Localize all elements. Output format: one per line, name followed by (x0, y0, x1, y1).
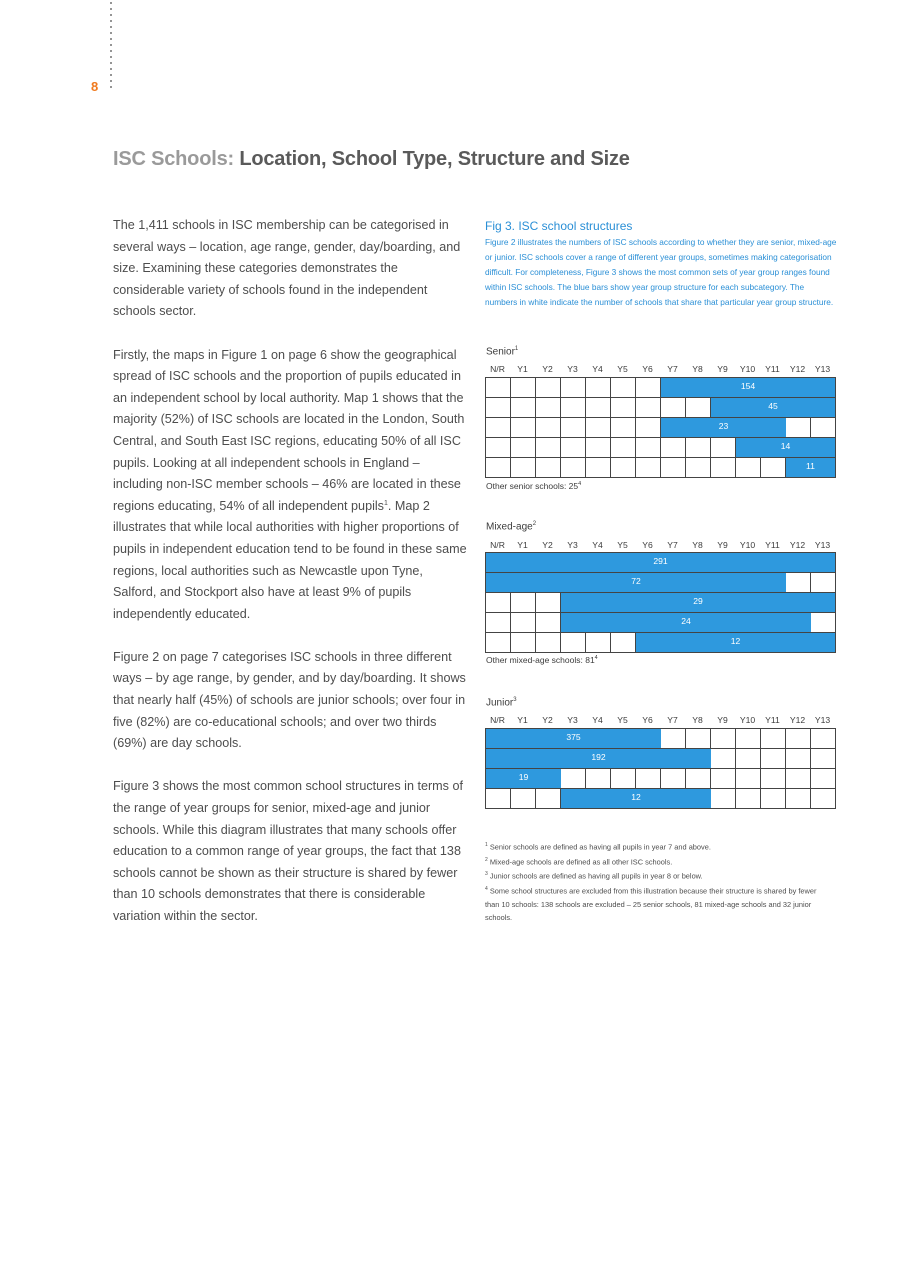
footnote-2-text: Mixed-age schools are defined as all other ISC schools. (489, 857, 673, 867)
grid-cell (561, 398, 586, 417)
column-label-y4: Y4 (592, 540, 603, 550)
column-label-y7: Y7 (667, 364, 678, 374)
figure-caption: Figure 2 illustrates the numbers of ISC schools according to whether they are senior, mixed-age or junior. ISC schools cover a range of different year groups, sometimes making categorisation difficult. For completeness, Figure 3 shows the most common sets of year group ranges found within ISC schools. The blue bars show year group structure for each subcategory. The numbers in white indicate the number of schools that share that particular year group structure. (485, 237, 837, 308)
grid-cell (561, 769, 586, 788)
grid-cell (786, 749, 811, 768)
grid-cell (786, 573, 811, 592)
structure-row (486, 378, 836, 398)
structure-bar (711, 398, 835, 417)
footnote-1-marker: 1 (485, 842, 488, 848)
grid-cell (661, 438, 686, 457)
junior-panel-title (486, 697, 517, 708)
grid-cell (711, 789, 736, 808)
column-label-y3: Y3 (567, 364, 578, 374)
grid-cell (486, 418, 511, 437)
grid-cell (686, 438, 711, 457)
grid-cell (511, 418, 536, 437)
column-label-y7: Y7 (667, 540, 678, 550)
grid-cell (711, 749, 736, 768)
column-label-nr: N/R (490, 715, 505, 725)
structure-row (486, 749, 836, 769)
mixed-age-other-sup: 4 (594, 655, 598, 662)
grid-cell (561, 378, 586, 397)
grid-cell (611, 458, 636, 477)
column-label-y5: Y5 (617, 540, 628, 550)
structure-count-label: 375 (566, 732, 581, 742)
grid-cell (561, 418, 586, 437)
grid-cell (761, 789, 786, 808)
page-number: 8 (91, 79, 99, 94)
column-label-y4: Y4 (592, 364, 603, 374)
column-label-y3: Y3 (567, 540, 578, 550)
grid-cell (511, 378, 536, 397)
grid-cell (686, 458, 711, 477)
column-label-y6: Y6 (642, 540, 653, 550)
structure-row (486, 633, 836, 653)
junior-title-text: Junior (486, 697, 514, 709)
grid-cell (786, 789, 811, 808)
senior-other-label (486, 481, 581, 491)
footnote-1-text: Senior schools are defined as having all pupils in year 7 and above. (489, 842, 711, 852)
body-paragraph-1: The 1,411 schools in ISC membership can be categorised in several ways – location, age range, gender, day/boarding, and size. Examining these categories demonstrates the considerable variety of schools found in the independent schools sector. (113, 218, 461, 319)
grid-cell (536, 789, 561, 808)
grid-cell (511, 633, 536, 652)
structure-count-label: 45 (768, 401, 778, 411)
column-label-y9: Y9 (717, 715, 728, 725)
senior-title-text: Senior (486, 346, 515, 358)
body-paragraph-2-start: Firstly, the maps in Figure 1 on page 6 show the geographical spread of ISC schools and the proportion of pupils educated in an independent school by local authority. Map 1 shows that the majority (52%) of ISC schools are located in the London, South Central, and South East ISC regions, educating 50% of all ISC pupils. Looking at all independent schools in England – including non-ISC member schools – 46% are located in these regions educating, 54% of all independent pupils (113, 347, 465, 513)
column-label-y6: Y6 (642, 715, 653, 725)
grid-cell (661, 458, 686, 477)
page-title-prefix: ISC Schools: (113, 148, 234, 170)
grid-cell (686, 398, 711, 417)
structure-count-label: 192 (591, 752, 606, 762)
grid-cell (486, 633, 511, 652)
grid-cell (636, 418, 661, 437)
grid-cell (711, 438, 736, 457)
senior-other-sup: 4 (578, 481, 582, 488)
structure-count-label: 11 (806, 461, 815, 471)
footnote-2 (485, 854, 830, 869)
grid-cell (586, 418, 611, 437)
grid-cell (636, 438, 661, 457)
column-label-y12: Y12 (789, 715, 806, 725)
senior-other-text: Other senior schools: 25 (486, 481, 579, 491)
grid-cell (561, 458, 586, 477)
senior-panel-title (486, 346, 518, 357)
grid-cell (486, 613, 511, 632)
grid-cell (586, 769, 611, 788)
column-label-y12: Y12 (789, 540, 806, 550)
grid-cell (811, 749, 836, 768)
grid-cell (611, 398, 636, 417)
grid-cell (811, 729, 836, 748)
grid-cell (611, 378, 636, 397)
structure-row (486, 613, 836, 633)
column-label-y2: Y2 (542, 715, 553, 725)
grid-cell (511, 593, 536, 612)
grid-cell (811, 418, 836, 437)
grid-cell (761, 729, 786, 748)
grid-cell (811, 573, 836, 592)
grid-cell (786, 769, 811, 788)
figure-title: Fig 3. ISC school structures (485, 219, 633, 233)
grid-cell (586, 398, 611, 417)
mixed-age-panel-title (486, 521, 536, 532)
footnote-4-text: Some school structures are excluded from this illustration because their structure is shared by fewer than 10 schools: 138 schools are excluded – 25 senior schools, 81 mixed-age schools and 32 junior schools. (485, 886, 817, 922)
column-label-y13: Y13 (814, 540, 831, 550)
junior-grid (485, 728, 836, 809)
grid-cell (761, 458, 786, 477)
grid-cell (536, 593, 561, 612)
column-label-y9: Y9 (717, 540, 728, 550)
grid-cell (536, 378, 561, 397)
structure-row (486, 438, 836, 458)
grid-cell (736, 769, 761, 788)
grid-cell (636, 398, 661, 417)
footnote-3-text: Junior schools are defined as having all pupils in year 8 or below. (489, 871, 703, 881)
junior-axis (485, 715, 836, 727)
structure-row (486, 458, 836, 478)
structure-count-label: 24 (681, 616, 691, 626)
grid-cell (536, 633, 561, 652)
senior-title-sup: 1 (514, 346, 519, 352)
structure-bar (486, 749, 711, 768)
grid-cell (561, 633, 586, 652)
structure-row (486, 769, 836, 789)
structure-bar (661, 378, 835, 397)
column-label-y10: Y10 (739, 364, 756, 374)
structure-count-label: 72 (631, 576, 641, 586)
grid-cell (811, 789, 836, 808)
footnotes (485, 839, 830, 924)
body-paragraph-4: Figure 3 shows the most common school structures in terms of the range of year groups for senior, mixed-age and junior schools. While this diagram illustrates that many schools offer education to a common range of year groups, the fact that 138 schools cannot be shown as their structure is shared by fewer than 10 schools demonstrates that there is considerable variation within the sector. (113, 779, 463, 923)
structure-count-label: 12 (730, 636, 741, 646)
body-paragraph-3: Figure 2 on page 7 categorises ISC schools in three different ways – by age range, by gender, and by day/boarding. It shows that nearly half (45%) of schools are junior schools; over four in five (82%) are co-educational schools; and over two thirds (69%) are day schools. (113, 649, 466, 751)
grid-cell (711, 769, 736, 788)
grid-cell (586, 458, 611, 477)
column-label-y9: Y9 (717, 364, 728, 374)
structure-row (486, 553, 836, 573)
grid-cell (736, 749, 761, 768)
grid-cell (761, 749, 786, 768)
grid-cell (761, 769, 786, 788)
column-label-y12: Y12 (789, 364, 806, 374)
grid-cell (586, 378, 611, 397)
structure-bar (636, 633, 835, 652)
structure-bar (486, 729, 661, 748)
grid-cell (711, 729, 736, 748)
column-label-y1: Y1 (517, 715, 528, 725)
structure-bar (561, 789, 711, 808)
grid-cell (511, 398, 536, 417)
grid-cell (486, 438, 511, 457)
mixed-age-title-text: Mixed-age (486, 521, 533, 533)
grid-cell (536, 418, 561, 437)
column-label-y13: Y13 (814, 364, 831, 374)
grid-cell (611, 438, 636, 457)
column-label-y4: Y4 (592, 715, 603, 725)
grid-cell (486, 378, 511, 397)
grid-cell (511, 458, 536, 477)
column-label-y6: Y6 (642, 364, 653, 374)
grid-cell (811, 769, 836, 788)
grid-cell (711, 458, 736, 477)
body-paragraph-2 (113, 345, 468, 626)
mixed-age-axis (485, 540, 836, 552)
structure-bar (486, 573, 786, 592)
footnote-3 (485, 868, 830, 883)
structure-bar (561, 613, 811, 632)
structure-count-label: 23 (718, 421, 729, 431)
grid-cell (611, 418, 636, 437)
junior-title-sup: 3 (513, 697, 517, 703)
grid-cell (736, 458, 761, 477)
grid-cell (536, 613, 561, 632)
grid-cell (486, 789, 511, 808)
grid-cell (586, 633, 611, 652)
column-label-y1: Y1 (517, 364, 528, 374)
column-label-y11: Y11 (765, 364, 780, 374)
mixed-age-title-sup: 2 (532, 521, 537, 527)
structure-bar (561, 593, 835, 612)
structure-row (486, 729, 836, 749)
grid-cell (611, 633, 636, 652)
mixed-age-other-label (486, 655, 598, 665)
structure-count-label: 12 (631, 792, 641, 802)
grid-cell (811, 613, 836, 632)
body-paragraph-2-end: . Map 2 illustrates that while local authorities with higher proportions of pupils in independent education tend to be found in these same regions, local authorities such as Newcastle upon Tyne, Salford, and Stockport also have at least 9% of pupils independently educated. (113, 498, 467, 621)
structure-count-label: 154 (740, 381, 756, 391)
column-label-y11: Y11 (765, 715, 780, 725)
grid-cell (536, 398, 561, 417)
grid-cell (736, 729, 761, 748)
grid-cell (661, 398, 686, 417)
senior-axis (485, 364, 836, 376)
grid-cell (511, 613, 536, 632)
grid-cell (686, 769, 711, 788)
footnote-ref: 1 (383, 499, 388, 507)
page-title (113, 148, 630, 171)
structure-row (486, 418, 836, 438)
structure-count-label: 14 (780, 441, 791, 451)
column-label-y3: Y3 (567, 715, 578, 725)
structure-count-label: 29 (693, 596, 703, 606)
structure-count-label: 19 (518, 772, 529, 782)
structure-bar (736, 438, 835, 457)
mixed-age-grid (485, 552, 836, 653)
structure-count-label: 291 (653, 556, 668, 566)
footnote-2-marker: 2 (485, 856, 488, 863)
grid-cell (636, 378, 661, 397)
column-label-y10: Y10 (739, 715, 756, 725)
grid-cell (511, 789, 536, 808)
grid-cell (786, 729, 811, 748)
structure-bar (786, 458, 835, 477)
column-label-y5: Y5 (617, 364, 628, 374)
column-label-y7: Y7 (667, 715, 678, 725)
structure-bar (486, 769, 561, 788)
grid-cell (536, 438, 561, 457)
grid-cell (486, 398, 511, 417)
column-label-y2: Y2 (542, 540, 553, 550)
structure-row (486, 573, 836, 593)
senior-grid (485, 377, 836, 478)
grid-cell (686, 729, 711, 748)
grid-cell (636, 458, 661, 477)
structure-row (486, 593, 836, 613)
column-label-y8: Y8 (692, 540, 703, 550)
column-label-y11: Y11 (765, 540, 780, 550)
grid-cell (486, 458, 511, 477)
grid-cell (786, 418, 811, 437)
column-label-nr: N/R (490, 540, 505, 550)
footnote-4-marker: 4 (485, 886, 488, 893)
structure-bar (661, 418, 786, 437)
grid-cell (736, 789, 761, 808)
column-label-nr: N/R (490, 364, 505, 374)
column-label-y8: Y8 (692, 364, 703, 374)
column-label-y8: Y8 (692, 715, 703, 725)
grid-cell (661, 729, 686, 748)
mixed-age-other-text: Other mixed-age schools: 81 (486, 655, 595, 665)
structure-bar (486, 553, 835, 572)
grid-cell (511, 438, 536, 457)
dotted-margin-rule (110, 0, 112, 92)
grid-cell (586, 438, 611, 457)
column-label-y5: Y5 (617, 715, 628, 725)
column-label-y2: Y2 (542, 364, 553, 374)
column-label-y1: Y1 (517, 540, 528, 550)
grid-cell (561, 438, 586, 457)
structure-row (486, 398, 836, 418)
structure-row (486, 789, 836, 809)
grid-cell (611, 769, 636, 788)
body-text-column (113, 215, 468, 949)
grid-cell (636, 769, 661, 788)
grid-cell (661, 769, 686, 788)
page-title-main: Location, School Type, Structure and Size (239, 148, 630, 170)
footnote-4 (485, 883, 830, 924)
footnote-1 (485, 839, 830, 854)
column-label-y10: Y10 (739, 540, 756, 550)
grid-cell (536, 458, 561, 477)
footnote-3-marker: 3 (485, 871, 488, 878)
column-label-y13: Y13 (814, 715, 831, 725)
grid-cell (486, 593, 511, 612)
